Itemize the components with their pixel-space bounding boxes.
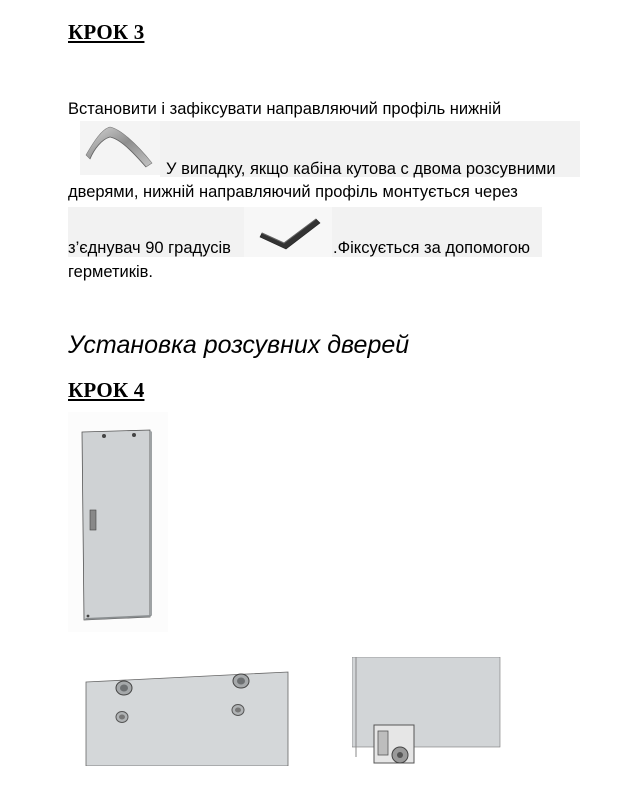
step-3-line-1: Встановити і зафіксувати направляючий профіль нижній [68, 100, 502, 118]
step-3-heading: КРОК 3 [68, 20, 145, 44]
door-fittings-closeup-image [84, 668, 290, 766]
step-3-line-5: герметиків. [68, 263, 153, 281]
bottom-roller-closeup-image [352, 657, 502, 771]
sliding-door-panel-image [68, 412, 168, 632]
step-3-line-4b: .Фіксується за допомогою [333, 239, 531, 257]
step-3-line-2: У випадку, якщо кабіна кутова с двома розсувними [166, 160, 556, 178]
90-degree-connector-image [244, 207, 332, 257]
step-4-heading: КРОК 4 [68, 378, 145, 402]
step-3-line-3: дверями, нижній направляючий профіль монтується через [68, 183, 518, 201]
section-title: Установка розсувних дверей [68, 331, 410, 359]
step-3-line-4a: з’єднувач 90 градусів [68, 239, 231, 257]
bottom-guide-profile-image [80, 121, 160, 175]
